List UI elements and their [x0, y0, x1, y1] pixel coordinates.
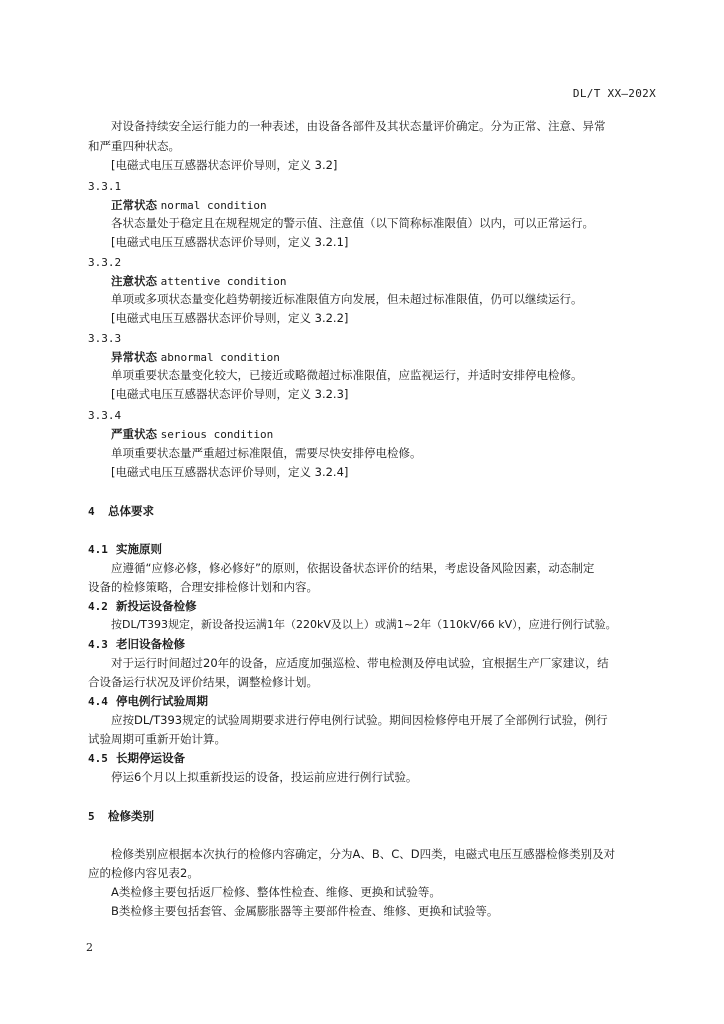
term-number: 3.3.4	[88, 409, 122, 422]
term-title-cn: 严重状态	[111, 427, 157, 441]
subsection-number: 4.2	[88, 600, 108, 613]
term-number: 3.3.3	[88, 332, 122, 345]
section-heading	[88, 503, 154, 520]
term-reference: [电磁式电压互感器状态评价导则，定义 3.2.1]	[111, 235, 349, 249]
term-title-en: serious condition	[160, 428, 274, 441]
paragraph-line: 应的检修内容见表2。	[88, 866, 199, 880]
paragraph-line: 对于运行时间超过20年的设备，应适度加强巡检、带电检测及停电试验，宜根据生产厂家建议，结	[111, 656, 609, 670]
paragraph-line: 合设备运行状况及评价结果，调整检修计划。	[88, 675, 318, 689]
term-reference: [电磁式电压互感器状态评价导则，定义 3.2.2]	[111, 311, 349, 325]
term-title	[111, 426, 273, 443]
intro-line-2: 和严重四种状态。	[88, 139, 180, 153]
section-title: 检修类别	[108, 809, 154, 823]
term-description: 单项重要状态量变化较大，已接近或略微超过标准限值，应监视运行，并适时安排停电检修。	[111, 368, 583, 382]
subsection-title: 老旧设备检修	[116, 637, 185, 651]
term-title-en: abnormal condition	[160, 351, 280, 364]
term-title-en: normal condition	[160, 199, 267, 212]
term-description: 单项重要状态量严重超过标准限值，需要尽快安排停电检修。	[111, 446, 422, 460]
subsection-heading	[88, 693, 208, 710]
paragraph-line: A类检修主要包括返厂检修、整体性检查、维修、更换和试验等。	[111, 885, 441, 899]
subsection-title: 长期停运设备	[116, 751, 185, 765]
intro-line-1: 对设备持续安全运行能力的一种表述，由设备各部件及其状态量评价确定。分为正常、注意、异常	[111, 119, 606, 133]
subsection-title: 停电例行试验周期	[116, 694, 208, 708]
term-title-en: attentive condition	[160, 275, 287, 288]
term-title-cn: 异常状态	[111, 350, 157, 364]
term-number: 3.3.1	[88, 180, 122, 193]
term-title-cn: 正常状态	[111, 198, 157, 212]
subsection-title: 实施原则	[116, 542, 162, 556]
term-description: 单项或多项状态量变化趋势朝接近标准限值方向发展，但未超过标准限值，仍可以继续运行。	[111, 292, 583, 306]
term-title	[111, 197, 267, 214]
term-reference: [电磁式电压互感器状态评价导则，定义 3.2.3]	[111, 387, 349, 401]
paragraph-line: B类检修主要包括套管、金属膨胀器等主要部件检查、维修、更换和试验等。	[111, 904, 499, 918]
section-title: 总体要求	[108, 504, 154, 518]
term-title-cn: 注意状态	[111, 274, 157, 288]
subsection-number: 4.4	[88, 695, 108, 708]
paragraph-line: 按DL/T393规定，新设备投运满1年（220kV及以上）或满1~2年（110kV/66 kV），应进行例行试验。	[111, 618, 617, 631]
page-number: 2	[86, 941, 93, 954]
section-number: 5	[88, 810, 95, 823]
intro-reference: [电磁式电压互感器状态评价导则，定义 3.2]	[111, 158, 338, 172]
paragraph-line: 应遵循“应修必修，修必修好”的原则，依据设备状态评价的结果，考虑设备风险因素，动态制定	[111, 561, 595, 575]
subsection-number: 4.5	[88, 752, 108, 765]
paragraph-line: 应按DL/T393规定的试验周期要求进行停电例行试验。期间因检修停电开展了全部例行试验，例行	[111, 713, 608, 727]
term-description: 各状态量处于稳定且在规程规定的警示值、注意值（以下简称标准限值）以内，可以正常运行。	[111, 216, 594, 230]
section-number: 4	[88, 505, 95, 518]
subsection-heading	[88, 636, 185, 653]
paragraph-line: 设备的检修策略，合理安排检修计划和内容。	[88, 580, 318, 594]
term-title	[111, 273, 287, 290]
paragraph-line: 停运6个月以上拟重新投运的设备，投运前应进行例行试验。	[111, 770, 418, 784]
subsection-number: 4.1	[88, 543, 108, 556]
subsection-heading	[88, 598, 197, 615]
paragraph-line: 检修类别应根据本次执行的检修内容确定，分为A、B、C、D四类，电磁式电压互感器检修类别及对	[111, 847, 616, 861]
subsection-title: 新投运设备检修	[116, 599, 197, 613]
section-heading	[88, 808, 154, 825]
term-reference: [电磁式电压互感器状态评价导则，定义 3.2.4]	[111, 465, 349, 479]
term-number: 3.3.2	[88, 256, 122, 269]
standard-code: DL/T XX—202X	[572, 87, 656, 100]
subsection-heading	[88, 750, 185, 767]
subsection-number: 4.3	[88, 638, 108, 651]
subsection-heading	[88, 541, 162, 558]
term-title	[111, 349, 280, 366]
paragraph-line: 试验周期可重新开始计算。	[88, 732, 226, 746]
